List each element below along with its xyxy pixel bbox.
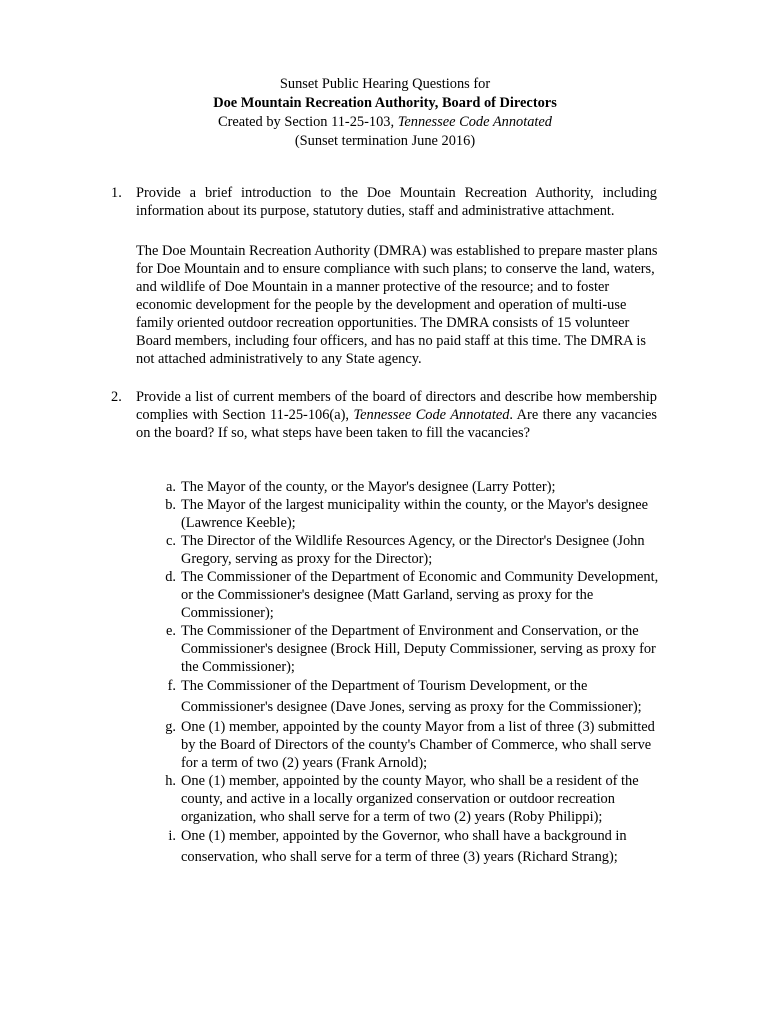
list-item-text: The Commissioner of the Department of Tourism Development, or the Commissioner's designee (Dave Jones, serving as proxy for the Commissioner); (181, 678, 642, 715)
board-member-list (165, 478, 661, 868)
list-item-letter: i. (168, 828, 176, 844)
list-item-letter: c. (166, 533, 176, 549)
list-item-letter: h. (165, 773, 176, 789)
header-line-3-prefix: Created by Section 11-25-103, (217, 114, 398, 130)
document-title: Doe Mountain Recreation Authority, Board of Directors (213, 95, 557, 111)
header-line-3-italic: Tennessee Code Annotated (397, 114, 552, 130)
question-2-number: 2. (111, 389, 122, 405)
question-1-text: Provide a brief introduction to the Doe Mountain Recreation Authority, including information about its purpose, statutory duties, staff and administrative attachment. (136, 185, 657, 219)
list-item-letter: d. (165, 569, 176, 585)
list-item-letter: a. (166, 479, 176, 495)
list-item-letter: b. (165, 497, 176, 513)
list-item (166, 622, 661, 676)
list-item (165, 772, 661, 826)
answer-1 (136, 242, 658, 368)
header-line-4: (Sunset termination June 2016) (294, 133, 476, 149)
list-item-text: The Mayor of the largest municipality within the county, or the Mayor's designee (Lawrence Keeble); (181, 497, 648, 531)
list-item (165, 496, 661, 532)
question-1 (111, 184, 657, 220)
question-2-text-a: Provide a list of current members of the board of directors and describe how membership complies with Section 11-25-106(a), (136, 389, 657, 423)
list-item (166, 478, 661, 496)
list-item-text: The Commissioner of the Department of Economic and Community Development, or the Commissioner's designee (Matt Garland, serving as proxy for the Commissioner); (181, 569, 659, 621)
list-item-letter: g. (165, 719, 176, 735)
question-2-text-italic: Tennessee Code Annotated (353, 407, 510, 423)
list-item-letter: f. (167, 678, 176, 694)
list-item-text: The Mayor of the county, or the Mayor's designee (Larry Potter); (181, 479, 556, 495)
list-item-text: The Director of the Wildlife Resources Agency, or the Director's Designee (John Gregory, serving as proxy for the Director); (181, 533, 645, 567)
list-item-text: One (1) member, appointed by the county Mayor, who shall be a resident of the county, and active in a locally organized conservation or outdoor recreation organization, who shall serve for a term of two (2) years (Roby Philippi); (181, 773, 639, 825)
question-2-text (136, 388, 657, 442)
question-2 (111, 388, 657, 442)
question-1-number: 1. (111, 185, 122, 201)
list-item (166, 532, 661, 568)
header-line-3 (0, 113, 770, 132)
list-item (168, 826, 661, 868)
document-header (0, 75, 770, 151)
question-2-text-b: . Are there any vacancies on the board? If so, what steps have been taken to fill the vacancies? (136, 407, 657, 441)
list-item (165, 718, 661, 772)
list-item (167, 676, 661, 718)
list-item (165, 568, 661, 622)
header-line-1: Sunset Public Hearing Questions for (279, 76, 491, 92)
answer-1-text: The Doe Mountain Recreation Authority (DMRA) was established to prepare master plans for Doe Mountain and to ensure compliance with such plans; to conserve the land, waters, and wildlife of Doe Mountain in a manner protective of the resource; and to foster economic development for the people by the development and operation of multi-use family oriented outdoor recreation opportunities. The DMRA consists of 15 volunteer Board members, including four officers, and has no paid staff at this time. The DMRA is not attached administratively to any State agency. (136, 243, 658, 367)
list-item-text: The Commissioner of the Department of Environment and Conservation, or the Commissioner's designee (Brock Hill, Deputy Commissioner, serving as proxy for the Commissioner); (181, 623, 656, 675)
list-item-text: One (1) member, appointed by the county Mayor from a list of three (3) submitted by the Board of Directors of the county's Chamber of Commerce, who shall serve for a term of two (2) years (Frank Arnold); (181, 719, 655, 771)
list-item-letter: e. (166, 623, 176, 639)
list-item-text: One (1) member, appointed by the Governor, who shall have a background in conservation, who shall serve for a term of three (3) years (Richard Strang); (181, 828, 627, 865)
